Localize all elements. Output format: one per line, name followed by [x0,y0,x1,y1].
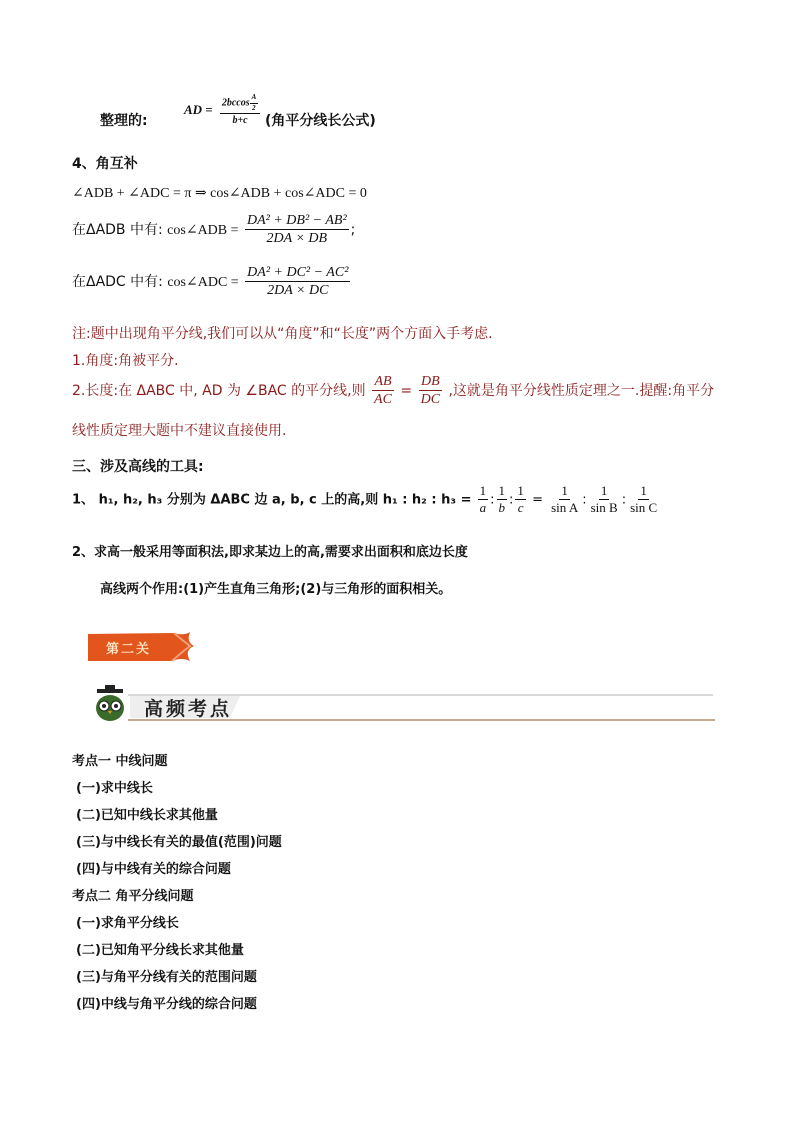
note-line-3: 2.长度:在 ΔABC 中, AD 为 ∠BAC 的平分线,则 $\frac{AB}{AC}$ = $\frac{DB}{DC}$ ,这就是角平分线性质定理之一.提醒:角平分 [72,374,715,408]
banner-text: 第二关 [106,642,152,657]
section3-item2: 2、求高一般采用等面积法,即求某边上的高,需要求出面积和底边长度 [72,545,468,560]
note-line-2: 1.角度:角被平分. [72,353,179,369]
cos-adb-equation: 在ΔADB 中有: cos∠ADB = $\frac{\text{DA² + DB² − AB²}}{2DA \times DB}$ ; [72,213,356,247]
adc-lhs: cos∠ADC = [167,274,239,290]
section3-title: 三、涉及高线的工具: [72,459,204,475]
section-header [90,684,715,724]
ab-ac-fraction: $\frac{AB}{AC}$ [374,374,392,408]
formula-fraction [220,94,260,126]
outline-subitem: (二)已知角平分线长求其他量 [76,943,244,958]
outline-topic: 考点一 中线问题 [72,754,168,769]
outline-subitem: (四)与中线有关的综合问题 [76,862,231,877]
angle-supplement-equation: ∠ADB + ∠ADC = π ⇒ cos∠ADB + cos∠ADC = 0 [72,186,367,201]
section3-item3: 高线两个作用:(1)产生直角三角形;(2)与三角形的面积相关。 [100,582,452,597]
adb-fraction [245,213,349,247]
formula-label: 整理的: [100,113,148,129]
adc-fraction [245,265,350,299]
level-banner [86,630,196,664]
adc-numerator: DA² + DC² − AC² [245,265,350,282]
adb-denominator: 2DA × DB [266,231,328,247]
formula-denominator: b+c [232,115,248,127]
angle-bisector-length-formula [184,94,262,126]
adb-prefix: 在ΔADB 中有: [72,221,163,238]
altitude-ratio-line: 1、 h₁, h₂, h₃ 分别为 ΔABC 边 a, b, c 上的高,则 h₁ : h₂ : h₃ = $\frac{1}{a}$ : $\frac{1}{b}$ : $\frac{1}{c}$ = $\frac{1}{\text{sin A}}$ : $\frac{1}{\text{sin B}}$ : $\frac{1}{\text{sin C}}$ [72,483,658,516]
formula-note: (角平分线长公式) [265,113,376,129]
note-line-4: 线性质定理大题中不建议直接使用. [72,423,287,439]
outline-subitem: (四)中线与角平分线的综合问题 [76,997,257,1012]
section4-title: 4、角互补 [72,156,138,172]
adb-lhs: cos∠ADB = [167,222,239,238]
note-line-1: 注:题中出现角平分线,我们可以从“角度”和“长度”两个方面入手考虑. [72,326,493,342]
outline-subitem: (三)与角平分线有关的范围问题 [76,970,257,985]
adc-prefix: 在ΔADC 中有: [72,273,163,290]
db-dc-fraction: $\frac{DB}{DC}$ [420,374,441,408]
formula-half-angle: $\frac{A}{2}$ [251,93,257,112]
formula-lhs: AD = [184,102,213,118]
outline-subitem: (一)求角平分线长 [76,916,179,931]
section-header-title: 高频考点 [144,698,233,720]
outline-topic: 考点二 角平分线问题 [72,889,194,904]
formula-numerator: 2bccos [221,97,250,109]
adc-denominator: 2DA × DC [267,283,329,299]
outline-subitem: (二)已知中线长求其他量 [76,808,218,823]
cos-adc-equation [72,265,352,299]
outline-subitem: (三)与中线长有关的最值(范围)问题 [76,835,282,850]
outline-subitem: (一)求中线长 [76,781,153,796]
adb-numerator: DA² + DB² − AB² [245,213,349,230]
